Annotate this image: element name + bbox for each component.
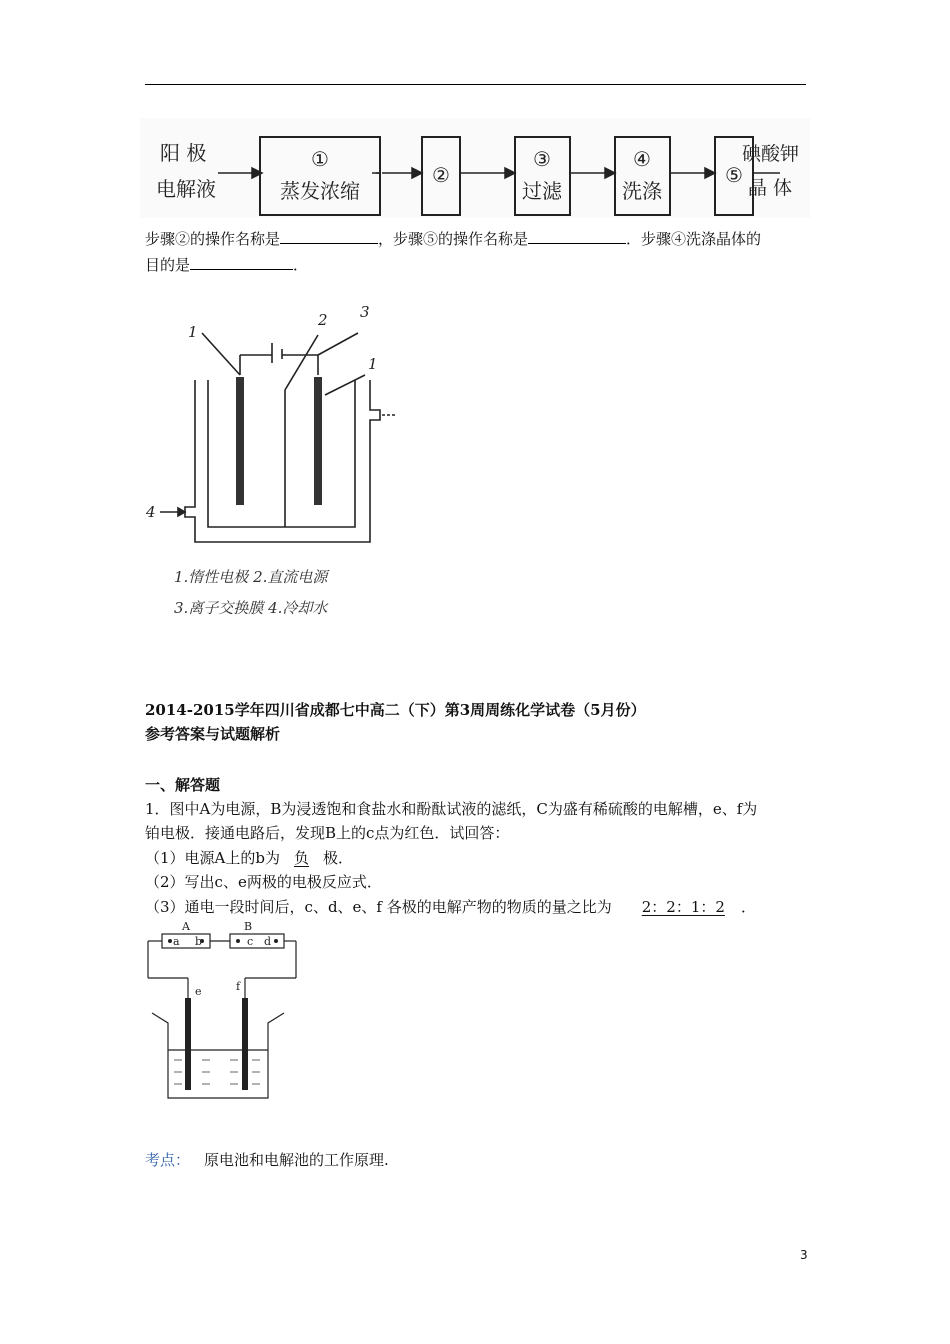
cell-label-1-left: 1 [188, 323, 198, 341]
circuit-label-e: e [195, 985, 202, 998]
question-line-1: 步骤②的操作名称是 ，步骤⑤的操作名称是 ．步骤④洗涤晶体的 [145, 230, 762, 248]
flow-box1-num: ① [311, 147, 329, 171]
cell-label-3: 3 [360, 303, 370, 321]
answer-blank-step2 [280, 228, 378, 244]
circuit-label-c: c [247, 935, 254, 948]
kaodian-text: 原电池和电解池的工作原理. [204, 1151, 389, 1169]
header-rule [145, 84, 806, 85]
flow-start-line1: 阳 极 [160, 141, 207, 165]
cell-label-1-right: 1 [368, 355, 378, 373]
kaodian-line [145, 1150, 389, 1170]
question1-line1: 1．图中A为电源，B为浸透饱和食盐水和酚酞试液的滤纸，C为盛有稀硫酸的电解槽，e、f为 [145, 800, 758, 818]
kaodian-label: 考点： [145, 1151, 191, 1169]
section-heading: 一、解答题 [145, 776, 221, 794]
answer-blank-step5 [528, 228, 626, 244]
electrolysis-cell-diagram [140, 295, 400, 635]
circuit-label-f: f [236, 980, 241, 993]
question1-line2: 铂电极．接通电路后，发现B上的c点为红色．试回答： [145, 824, 510, 842]
answer-ratio: 2：2：1：2 [641, 898, 725, 916]
cell-label-2: 2 [318, 311, 328, 329]
circuit-label-b: b [195, 935, 203, 948]
flow-box1-label: 蒸发浓缩 [280, 179, 360, 203]
answer-negative: 负 [293, 849, 309, 867]
circuit-label-a: a [173, 935, 180, 948]
answers-title: 2014-2015学年四川省成都七中高二（下）第3周周练化学试卷（5月份） [145, 701, 646, 719]
question1-sub3: （3）通电一段时间后，c、d、e、f 各极的电解产物的物质的量之比为 2：2：1：2 ． [145, 898, 756, 916]
flow-box4-label: 洗涤 [622, 179, 662, 203]
flow-box3-label: 过滤 [522, 179, 562, 203]
flow-start-line2: 电解液 [156, 177, 216, 201]
flow-box5-num: ⑤ [725, 163, 743, 187]
circuit-label-d: d [264, 935, 272, 948]
cell-legend-line2: 3.离子交换膜 4.冷却水 [174, 599, 328, 617]
flow-box4-num: ④ [633, 147, 651, 171]
question1-sub1: （1）电源A上的b为 负 极． [145, 849, 354, 867]
cell-label-4: 4 [146, 503, 156, 521]
flow-end-line1: 碘酸钾 [742, 143, 800, 165]
circuit-label-B: B [244, 920, 253, 933]
question1-sub2: （2）写出c、e两极的电极反应式． [145, 873, 382, 891]
answers-subtitle: 参考答案与试题解析 [145, 725, 281, 743]
process-flow-diagram [140, 118, 810, 218]
flow-box2-num: ② [432, 163, 450, 187]
answer-blank-purpose [190, 254, 293, 270]
circuit-label-A: A [182, 920, 190, 933]
page-number: 3 [800, 1248, 808, 1262]
question-line-2: 目的是 ． [145, 256, 309, 274]
flow-end-line2: 晶 体 [748, 177, 793, 199]
cell-legend-line1: 1.惰性电极 2.直流电源 [174, 568, 328, 586]
circuit-diagram [140, 918, 310, 1113]
flow-box3-num: ③ [533, 147, 551, 171]
